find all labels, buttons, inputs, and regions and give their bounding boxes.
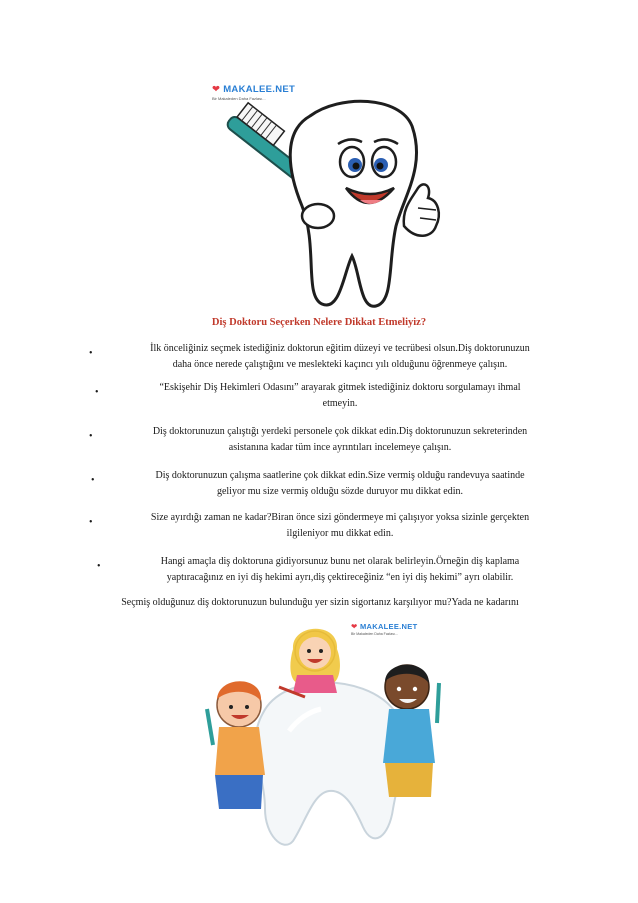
list-item-line: “Eskişehir Diş Hekimleri Odasını” arayarak gitmek istediğiniz doktoru sorgulamayı ihmal (159, 382, 521, 393)
list-item-line: İlk önceliğiniz seçmek istediğiniz doktorun eğitim düzeyi ve tecrübesi olsun.Diş doktorunuzun (150, 343, 530, 354)
logo-text: MAKALEE.NET (223, 84, 296, 95)
list-item (100, 424, 580, 456)
makalee-logo: ❤ MAKALEE.NET Bir Makaleden Daha Fazlası... (212, 84, 296, 101)
list-item-line: etmeyin. (322, 398, 358, 409)
bullet-marker: • (89, 431, 93, 442)
bullet-marker: • (95, 387, 99, 398)
bullet-marker: • (91, 475, 95, 486)
logo-text: MAKALEE.NET (359, 622, 418, 631)
list-item (100, 341, 580, 373)
page-title: Diş Doktoru Seçerken Nelere Dikkat Etmeliyiz? (211, 317, 427, 328)
list-item (100, 554, 580, 586)
makalee-logo: ❤ MAKALEE.NET Bir Makaleden Daha Fazlası... (351, 622, 418, 636)
children-tooth-icon (193, 613, 455, 855)
bullet-marker: • (89, 517, 93, 528)
tooth-mascot-illustration (190, 76, 448, 318)
bullet-marker: • (97, 561, 101, 572)
bullet-marker: • (89, 348, 93, 359)
list-item-line: asistanına kadar tüm ince ayrıntıları incelemeye çalışın. (228, 442, 452, 453)
list-item (100, 468, 580, 500)
list-item-line: Diş doktorunuzun çalıştığı yerdeki personele çok dikkat edin.Diş doktorunuzun sekreterinden (152, 426, 528, 437)
logo-tagline: Bir Makaleden Daha Fazlası... (351, 632, 398, 636)
list-item-line: daha önce nerede çalıştığını ve meslekteki kaçıncı yılı olduğunu öğrenmeye çalışın. (172, 359, 508, 370)
list-item (100, 380, 580, 412)
list-item-line: Hangi amaçla diş doktoruna gidiyorsunuz bunu net olarak belirleyin.Örneğin diş kaplama (160, 556, 520, 567)
list-item-line: yaptıracağınız en iyi diş hekimi ayrı,diş çektireceğiniz “en iyi diş hekimi” ayrı olabilir. (166, 572, 514, 583)
list-item-line: geliyor mu size vermiş olduğu sözde duruyor mu dikkat edin. (216, 486, 464, 497)
list-item-line: Diş doktorunuzun çalışma saatlerine çok dikkat edin.Size vermiş olduğu randevuya saatinde (155, 470, 525, 481)
children-with-tooth-illustration (193, 613, 455, 855)
tooth-with-toothbrush-icon (190, 76, 448, 318)
list-item-line: Size ayırdığı zaman ne kadar?Biran önce sizi göndermeye mi çalışıyor yoksa sizinle gerçekten (150, 512, 530, 523)
list-item-line: ilgileniyor mu dikkat edin. (286, 528, 394, 539)
list-item (100, 510, 580, 542)
closing-line: Seçmiş olduğunuz diş doktorunuzun bulunduğu yer sizin sigortanız karşılıyor mu?Yada ne kadarını (121, 597, 519, 608)
logo-tagline: Bir Makaleden Daha Fazlası... (212, 96, 266, 101)
